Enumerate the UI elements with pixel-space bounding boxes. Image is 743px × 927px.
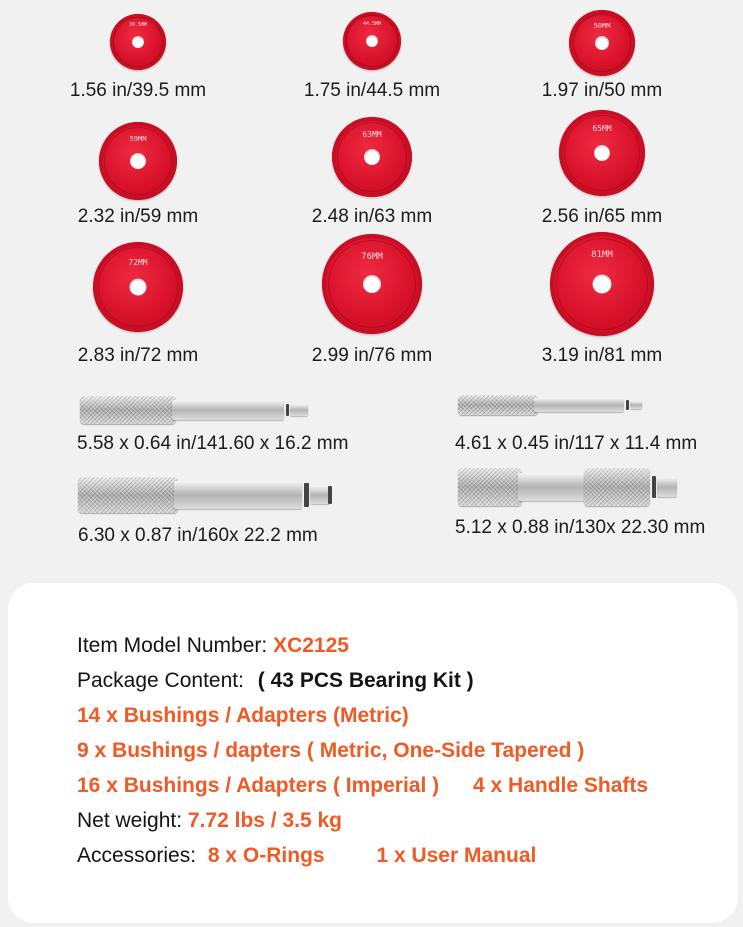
disc-hole (595, 36, 609, 50)
shaft-knurled-grip (458, 468, 522, 506)
shaft-size-label: 6.30 x 0.87 in/160x 22.2 mm (78, 525, 318, 546)
disc-marking: 50MM (593, 22, 611, 30)
handle-shaft (80, 396, 310, 424)
model-number-row (77, 634, 349, 658)
disc-hole (130, 279, 147, 296)
disc-hole (363, 275, 381, 293)
shaft-o-ring-groove (304, 483, 309, 507)
bushing-item (272, 10, 472, 130)
disc-marking: 63MM (362, 130, 382, 139)
net-weight-value: 7.72 lbs / 3.5 kg (187, 809, 342, 832)
bushing-disc (99, 122, 177, 200)
o-rings-value: 8 x O-Rings (207, 844, 325, 867)
shaft-size-label: 4.61 x 0.45 in/117 x 11.4 mm (455, 433, 698, 454)
disc-marking: 81MM (591, 250, 613, 260)
disc-hole (366, 35, 378, 47)
shaft-o-ring-groove (328, 486, 332, 504)
bushing-item (38, 10, 238, 130)
bushing-size-label: 2.83 in/72 mm (77, 345, 199, 366)
disc-marking: 65MM (592, 124, 612, 133)
shaft-tip (290, 404, 308, 416)
metric-bushings-line: 14 x Bushings / Adapters (Metric) (77, 704, 409, 727)
disc-hole (594, 145, 610, 161)
bushing-item (502, 232, 702, 366)
disc-marking: 59MM (129, 135, 147, 143)
bushing-disc (550, 232, 654, 336)
bushing-disc (569, 10, 635, 76)
net-weight-label: Net weight: (77, 809, 183, 832)
package-content-label: Package Content: (77, 669, 244, 692)
handle-shaft (458, 395, 644, 415)
bushing-disc (332, 117, 412, 197)
accessories-label: Accessories: (77, 844, 197, 867)
net-weight-row (77, 809, 342, 833)
bushing-size-label: 2.99 in/76 mm (311, 345, 433, 366)
shaft-tip (657, 477, 677, 497)
bushing-item (38, 240, 238, 366)
disc-marking: 44.5MM (362, 21, 382, 27)
bushing-item (272, 117, 472, 237)
disc-hole (132, 36, 144, 48)
imperial-shafts-row (77, 774, 648, 798)
shaft-knurled-grip (584, 468, 650, 506)
shaft-o-ring-groove (286, 404, 289, 416)
tapered-bushings-line: 9 x Bushings / dapters ( Metric, One-Side Tapered ) (77, 739, 585, 762)
disc-hole (130, 153, 146, 169)
accessories-row (77, 844, 536, 868)
imperial-bushings-line: 16 x Bushings / Adapters ( Imperial ) (77, 774, 440, 797)
shaft-tip (630, 401, 642, 409)
bushing-disc (322, 234, 422, 334)
bushing-size-label: 1.56 in/39.5 mm (69, 80, 207, 101)
shaft-rod (172, 400, 284, 420)
disc-hole (593, 275, 612, 294)
shaft-knurled-grip (80, 396, 176, 424)
bushing-size-label: 2.32 in/59 mm (77, 206, 199, 227)
shaft-size-label: 5.12 x 0.88 in/130x 22.30 mm (455, 517, 706, 538)
shaft-rod (518, 473, 588, 501)
handle-shaft (78, 477, 336, 513)
disc-hole (364, 149, 380, 165)
bushing-size-label: 2.56 in/65 mm (541, 206, 663, 227)
bushing-size-label: 2.48 in/63 mm (311, 206, 433, 227)
bushing-disc (110, 14, 166, 70)
package-content-value: ( 43 PCS Bearing Kit ) (257, 669, 474, 692)
shaft-knurled-grip (78, 477, 178, 513)
shaft-tip (310, 486, 330, 504)
bushing-item (38, 117, 238, 237)
bushing-item (502, 110, 702, 230)
bushing-size-label: 3.19 in/81 mm (541, 345, 663, 366)
bushing-disc (343, 12, 401, 70)
bushing-item (272, 234, 472, 366)
model-number-value: XC2125 (273, 634, 349, 657)
disc-marking: 39.5MM (128, 22, 148, 28)
bushing-size-label: 1.97 in/50 mm (541, 80, 663, 101)
bushing-disc (559, 110, 645, 196)
bushing-disc (93, 242, 183, 332)
model-number-label: Item Model Number: (77, 634, 268, 657)
shaft-o-ring-groove (626, 400, 629, 410)
shaft-knurled-grip (458, 395, 538, 415)
shaft-rod (174, 481, 302, 509)
handle-shafts-line: 4 x Handle Shafts (473, 774, 649, 797)
user-manual-value: 1 x User Manual (376, 844, 537, 867)
package-content-row (77, 669, 474, 693)
bushing-size-label: 1.75 in/44.5 mm (303, 80, 441, 101)
disc-marking: 76MM (361, 252, 383, 262)
disc-marking: 72MM (128, 258, 148, 267)
handle-shaft (458, 468, 680, 506)
shaft-o-ring-groove (652, 476, 656, 498)
shaft-rod (534, 398, 624, 412)
shaft-size-label: 5.58 x 0.64 in/141.60 x 16.2 mm (77, 433, 349, 454)
